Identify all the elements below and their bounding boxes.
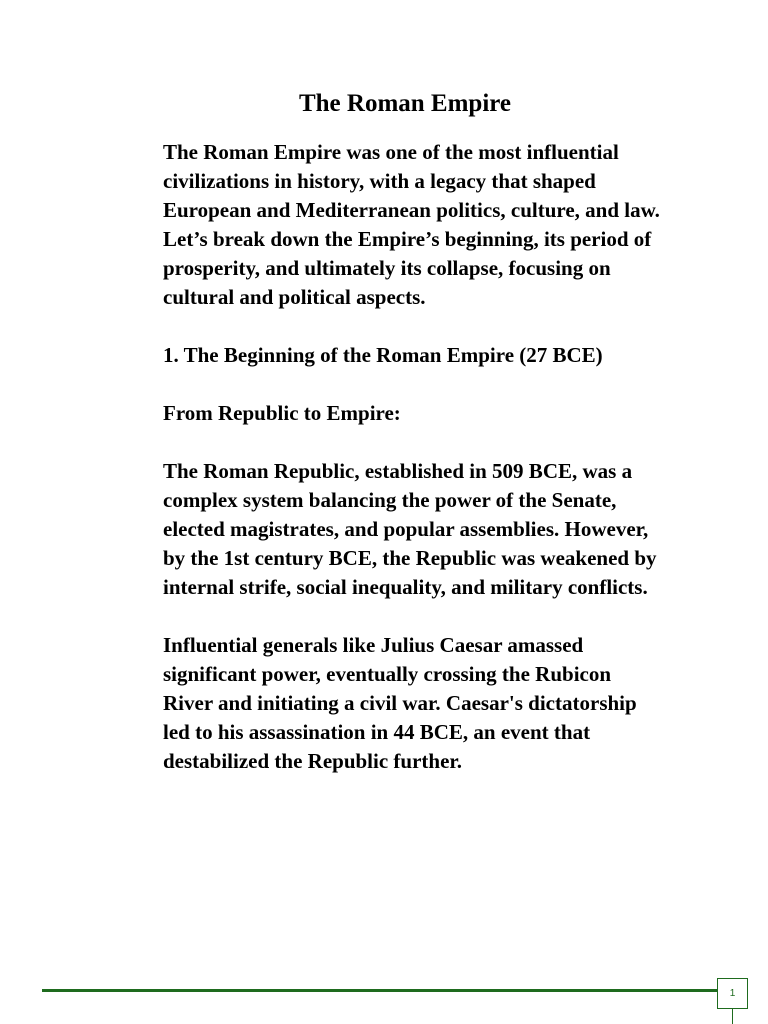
document-body (163, 138, 663, 805)
page-number: 1 (717, 978, 748, 1009)
intro-paragraph: The Roman Empire was one of the most influential civilizations in history, with a legacy that shaped European and Mediterranean politics, culture, and law. Let’s break down the Empire’s beginning, its period of prosperity, and ultimately its collapse, focusing on cultural and political aspects. (163, 140, 660, 309)
subsection-heading: From Republic to Empire: (163, 401, 401, 425)
page-number-tick (732, 1009, 733, 1024)
footer-rule (42, 989, 718, 992)
section-heading: 1. The Beginning of the Roman Empire (27 BCE) (163, 343, 603, 367)
caesar-paragraph: Influential generals like Julius Caesar amassed significant power, eventually crossing the Rubicon River and initiating a civil war. Caesar's dictatorship led to his assassination in 44 BCE, an event that destabilized the Republic further. (163, 633, 637, 773)
republic-paragraph: The Roman Republic, established in 509 BCE, was a complex system balancing the power of the Senate, elected magistrates, and popular assemblies. However, by the 1st century BCE, the Republic was weakened by internal strife, social inequality, and military conflicts. (163, 459, 657, 599)
page-title: The Roman Empire (298, 90, 512, 117)
